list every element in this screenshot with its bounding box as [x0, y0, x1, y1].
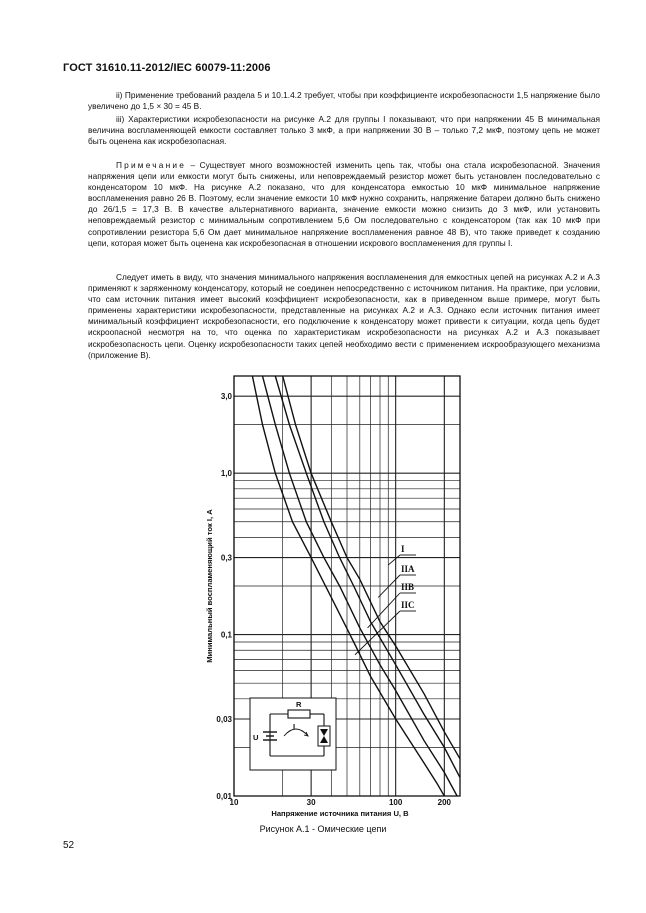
x-tick-label: 100	[388, 798, 403, 807]
curve-label-IIA: IIA	[401, 564, 415, 574]
inset-circuit	[250, 698, 336, 770]
x-tick-label: 10	[229, 798, 239, 807]
curve-label-IIB: IIB	[401, 582, 415, 592]
page-number: 52	[63, 840, 75, 851]
x-tick-label: 200	[437, 798, 452, 807]
paragraph-capacitive: Следует иметь в виду, что значения минимального напряжения воспламенения для емкостных цепей на рисунках А.2 и А.3 применяют к заряженному конденсатору, который не соединен непосредственно с источником питания. На практике, при условии, что сам источник питания имеет высокий коэффициент искробезопасности, как в приведенном выше примере, могут быть применены характеристики искробезопасности, представленные на рисунках А.2 и А.3. Однако если источник питания имеет минимальный коэффициент искробезопасности, его подключение к конденсатору может привести к ситуации, когда цепь будет искроопасной несмотря на то, что оценка по характеристикам искробезопасности на рисунках А.2 и А.3 показывает искробезопасность цепи. Оценку искробезопасности таких цепей необходимо вести с применением искрообразующего механизма (приложение В).	[88, 272, 600, 360]
note-paragraph	[88, 160, 600, 249]
curve-labels	[355, 544, 416, 655]
x-axis-label: Напряжение источника питания U, В	[271, 809, 409, 818]
y-tick-label: 0,01	[216, 792, 232, 801]
note-text: – Существует много возможностей изменить цепь так, чтобы она стала искробезопасной. Значения напряжения цепи или емкости могут быть снижены, или неповреждаемый резистор может быть установлен последовательно с конденсатором 10 мкФ. На рисунке А.2 показано, что для конденсатора емкостью 10 мкФ минимальное напряжение воспламенения равно 26 В. Поэтому, если значение емкости 10 мкФ нужно сохранить, напряжение батареи должно быть снижено до 26/1,5 = 17,3 В. В качестве альтернативного варианта, значение емкости можно снизить до 3 мкФ, или установить неповреждаемый резистор с минимальным сопротивлением 5,6 Ом последовательно с конденсатором (так как 10 мкФ при сопротивлении резистора 5,6 Ом дает минимальное напряжение воспламенения равное 48 В), что также приведет к созданию цепи, которая может быть оценена как искробезопасная в отношении искрового воспламенения для группы I.	[88, 160, 600, 248]
y-axis-label: Минимальный воспламеняющий ток I, А	[205, 509, 214, 663]
y-tick-label: 0,1	[220, 630, 232, 640]
curve-label-I: I	[401, 544, 405, 554]
document-header: ГОСТ 31610.11-2012/IEC 60079-11:2006	[63, 62, 271, 74]
x-tick-label: 30	[306, 798, 316, 807]
inset-i-label: I	[293, 722, 296, 731]
curve-label-IIC: IIC	[401, 600, 415, 610]
curve-label-leader	[388, 555, 400, 565]
paragraph-ii: ii) Применение требований раздела 5 и 10.1.4.2 требует, чтобы при коэффициенте искробезопасности 1,5 напряжение было увеличено до 1,5 × 30 = 45 В.	[88, 90, 600, 112]
inset-r-label: R	[296, 700, 302, 709]
paragraph-iii: iii) Характеристики искробезопасности на рисунке А.2 для группы I показывают, что при напряжении 45 В минимальная величина воспламеняющей емкости составляет только 3 мкФ, а при напряжении 30 В – только 7,2 мкФ, поэтому цепь не может быть оценена как искробезопасная.	[88, 114, 600, 147]
inset-u-label: U	[253, 733, 259, 742]
y-tick-label: 1,0	[220, 469, 232, 479]
y-tick-label: 0,3	[220, 553, 232, 563]
y-tick-label: 3,0	[220, 392, 232, 402]
ignition-chart	[200, 372, 470, 820]
note-label: Примечание	[116, 160, 187, 170]
y-tick-label: 0,03	[216, 714, 232, 724]
figure-caption: Рисунок А.1 - Омические цепи	[259, 824, 387, 834]
